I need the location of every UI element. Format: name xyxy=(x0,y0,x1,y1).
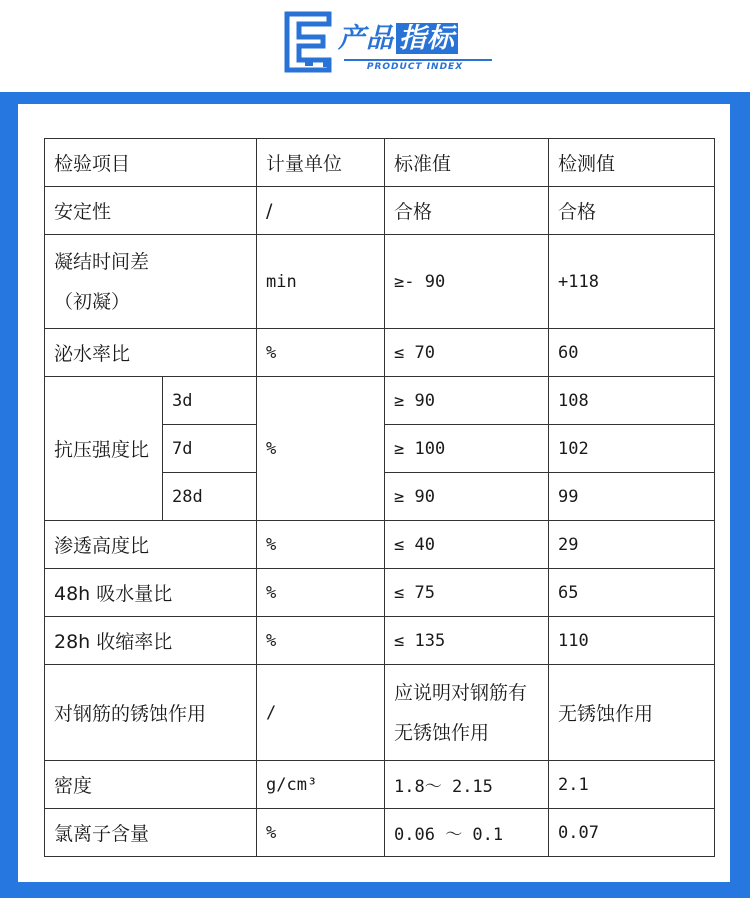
row-age: 3d xyxy=(163,377,257,425)
row-item: 28h 收缩率比 xyxy=(45,617,257,665)
row-unit: % xyxy=(257,329,385,377)
row-measured: 102 xyxy=(549,425,715,473)
row-unit: % xyxy=(257,569,385,617)
row-standard: ≤ 40 xyxy=(385,521,549,569)
header-item: 检验项目 xyxy=(45,139,257,187)
row-item: 氯离子含量 xyxy=(45,809,257,857)
row-item: 抗压强度比 xyxy=(45,377,163,521)
row-item: 安定性 xyxy=(45,187,257,235)
row-measured: 60 xyxy=(549,329,715,377)
page-title xyxy=(338,22,494,56)
row-measured: 110 xyxy=(549,617,715,665)
spec-table xyxy=(44,138,715,857)
table-row xyxy=(45,761,715,809)
row-standard xyxy=(385,665,549,761)
page-title-plain: 产品 xyxy=(338,23,394,54)
row-unit: % xyxy=(257,521,385,569)
row-item-line1: 凝结时间差 xyxy=(54,250,150,273)
row-standard: ≥ 90 xyxy=(385,377,549,425)
row-standard: ≤ 70 xyxy=(385,329,549,377)
row-unit: g/cm³ xyxy=(257,761,385,809)
row-item-line2: （初凝） xyxy=(54,290,131,313)
page-subtitle: PRODUCT INDEX xyxy=(366,62,464,72)
row-measured: 65 xyxy=(549,569,715,617)
page-title-highlight: 指标 xyxy=(396,23,458,54)
row-standard: 1.8～ 2.15 xyxy=(385,761,549,809)
row-standard: ≥- 90 xyxy=(385,235,549,329)
row-standard: ≤ 135 xyxy=(385,617,549,665)
row-age: 28d xyxy=(163,473,257,521)
row-measured: 2.1 xyxy=(549,761,715,809)
table-row xyxy=(45,617,715,665)
row-standard: ≥ 90 xyxy=(385,473,549,521)
row-standard: 合格 xyxy=(385,187,549,235)
table-row xyxy=(45,329,715,377)
row-item xyxy=(45,235,257,329)
row-unit: % xyxy=(257,377,385,521)
row-measured: 合格 xyxy=(549,187,715,235)
header-measured: 检测值 xyxy=(549,139,715,187)
row-measured: 0.07 xyxy=(549,809,715,857)
row-item: 对钢筋的锈蚀作用 xyxy=(45,665,257,761)
row-standard-line2: 无锈蚀作用 xyxy=(394,721,490,744)
row-measured: 无锈蚀作用 xyxy=(549,665,715,761)
page-header xyxy=(0,0,750,92)
row-unit: min xyxy=(257,235,385,329)
row-item: 泌水率比 xyxy=(45,329,257,377)
e-letter-logo-icon xyxy=(283,10,341,74)
row-measured: 108 xyxy=(549,377,715,425)
row-unit: % xyxy=(257,809,385,857)
row-measured: +118 xyxy=(549,235,715,329)
row-item: 渗透高度比 xyxy=(45,521,257,569)
row-measured: 29 xyxy=(549,521,715,569)
table-row xyxy=(45,377,715,425)
table-row xyxy=(45,235,715,329)
row-measured: 99 xyxy=(549,473,715,521)
table-row xyxy=(45,187,715,235)
row-unit: / xyxy=(257,187,385,235)
table-row xyxy=(45,569,715,617)
row-item: 48h 吸水量比 xyxy=(45,569,257,617)
row-unit: / xyxy=(257,665,385,761)
row-standard: 0.06 ～ 0.1 xyxy=(385,809,549,857)
table-row xyxy=(45,521,715,569)
table-header-row xyxy=(45,139,715,187)
row-item: 密度 xyxy=(45,761,257,809)
table-row xyxy=(45,809,715,857)
table-row xyxy=(45,665,715,761)
row-standard: ≤ 75 xyxy=(385,569,549,617)
row-age: 7d xyxy=(163,425,257,473)
header-standard: 标准值 xyxy=(385,139,549,187)
row-unit: % xyxy=(257,617,385,665)
row-standard: ≥ 100 xyxy=(385,425,549,473)
header-unit: 计量单位 xyxy=(257,139,385,187)
row-standard-line1: 应说明对钢筋有 xyxy=(394,681,528,704)
